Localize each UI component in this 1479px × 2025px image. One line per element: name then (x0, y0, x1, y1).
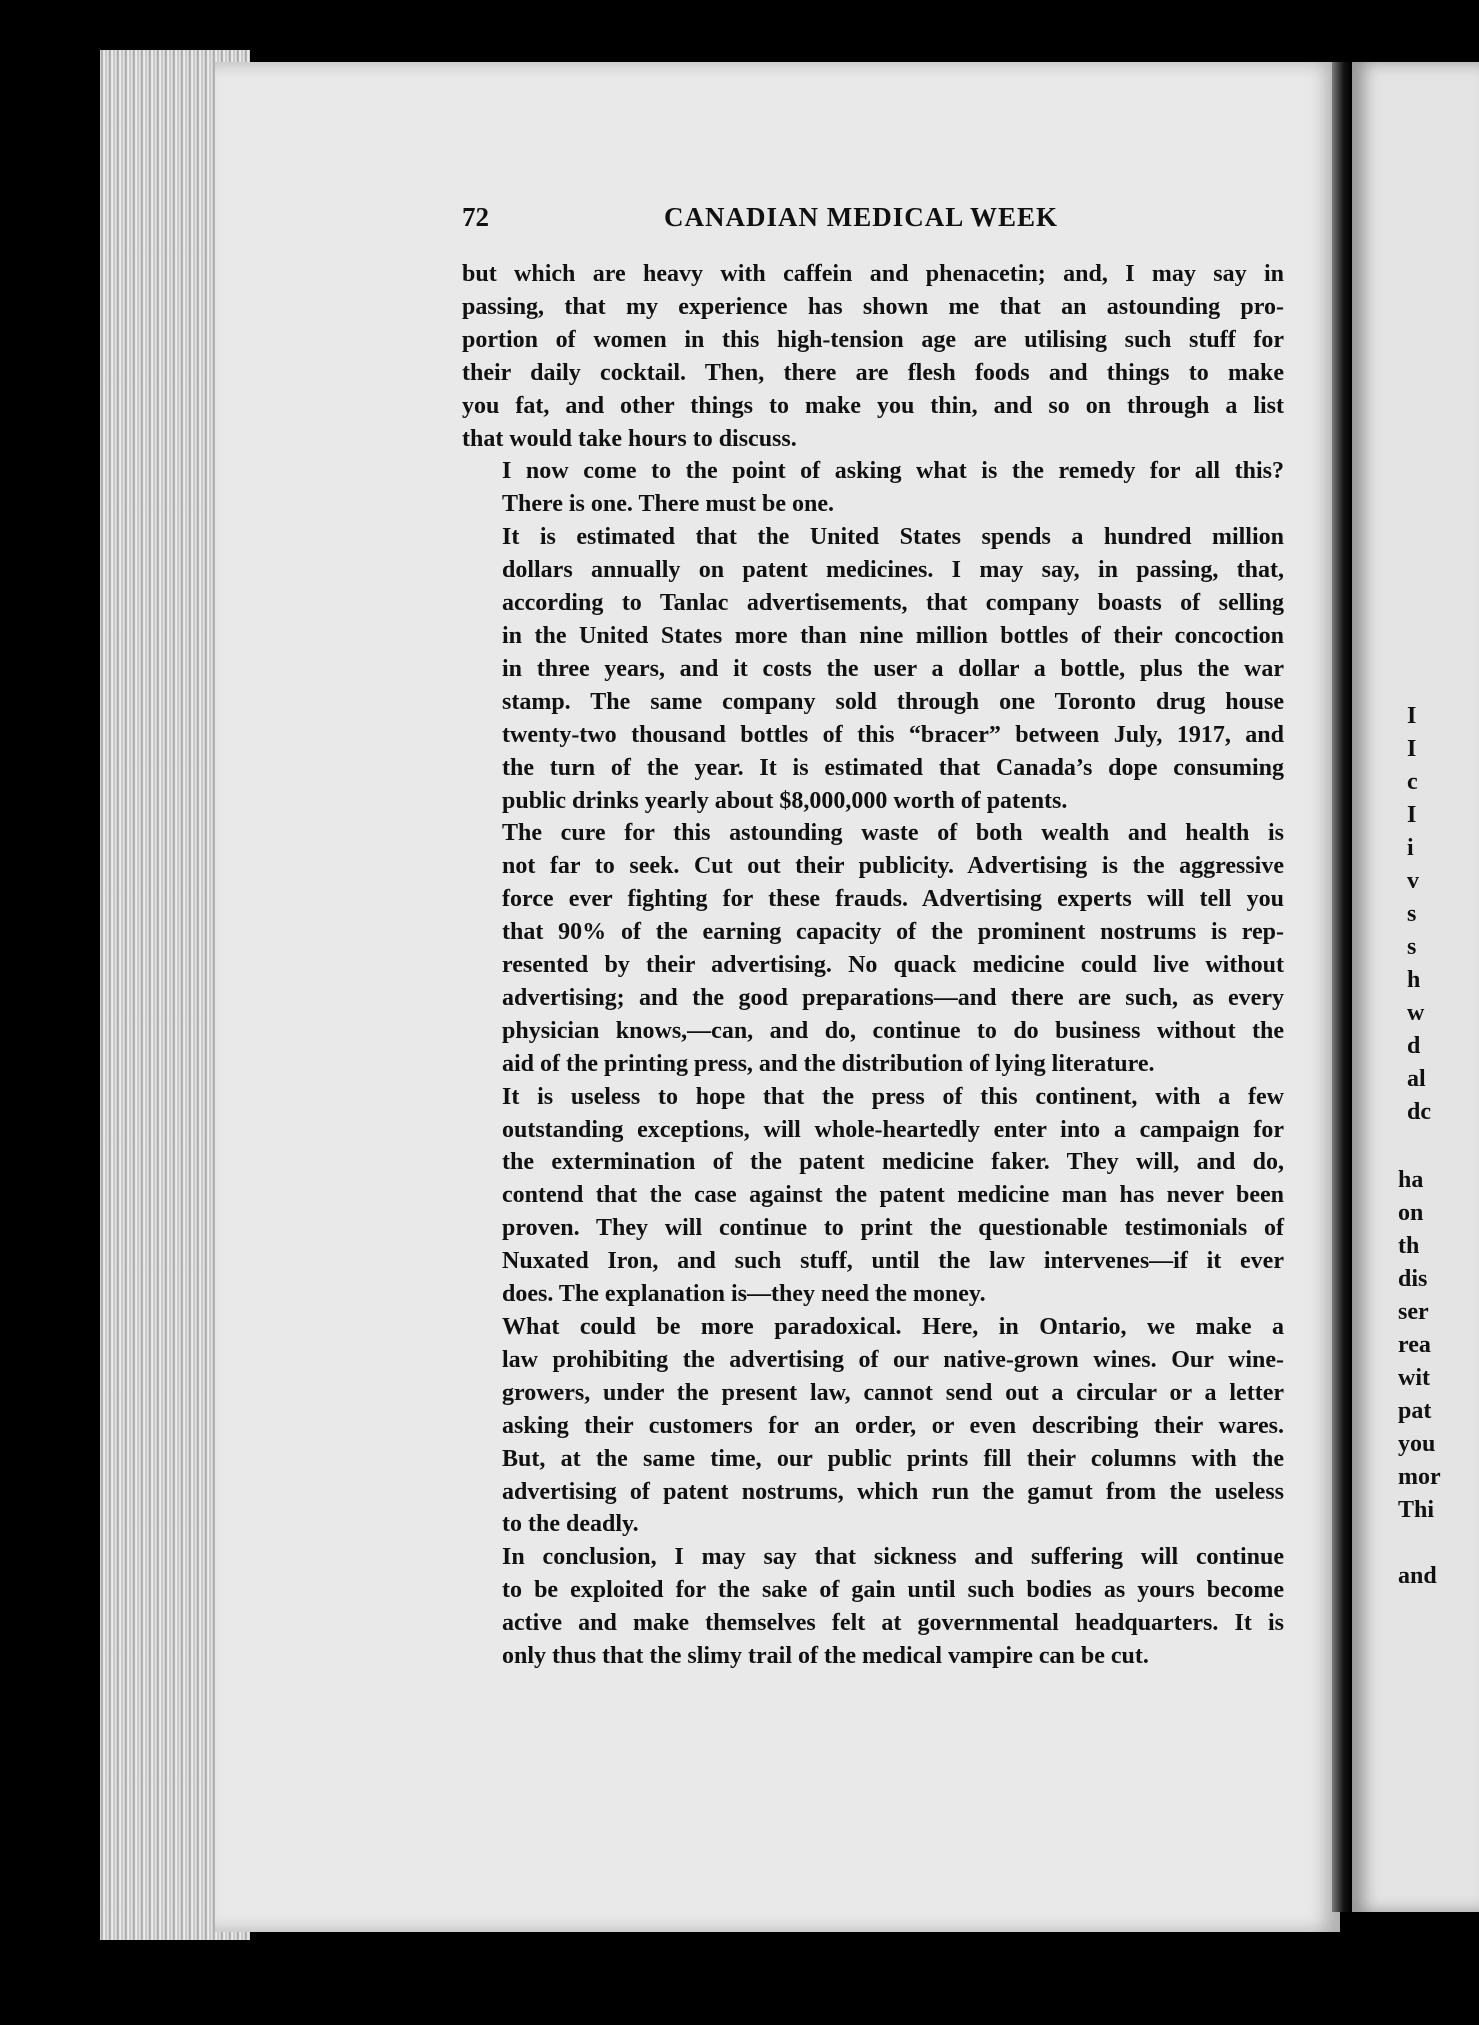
facing-page-text-fragment: v (1407, 868, 1419, 894)
facing-page-text-fragment: Thi (1398, 1497, 1435, 1523)
journal-title: CANADIAN MEDICAL WEEK (664, 202, 1059, 232)
facing-page-text-fragment: c (1407, 769, 1418, 795)
text-line: outstanding exceptions, will whole-heartedly enter into a campaign for (502, 1116, 1284, 1143)
text-line: physician knows,—can, and do, continue to do business without the (502, 1017, 1284, 1044)
facing-page-text-fragment: i (1407, 835, 1414, 861)
facing-page-text-fragment: al (1407, 1066, 1426, 1092)
facing-page-text-fragment: s (1407, 934, 1417, 960)
text-line: does. The explanation is—they need the money. (502, 1281, 986, 1308)
paragraph (462, 1541, 1284, 1673)
facing-page-text-fragment: on (1398, 1200, 1424, 1226)
facing-page-text-fragment: wit (1398, 1365, 1430, 1391)
text-line: stamp. The same company sold through one Toronto drug house (502, 688, 1284, 715)
text-line: active and make themselves felt at governmental headquarters. It is (502, 1610, 1284, 1637)
text-line: asking their customers for an order, or even describing their wares. (502, 1412, 1284, 1439)
text-line: resented by their advertising. No quack medicine could live without (502, 952, 1284, 979)
facing-page-text-fragment: dc (1407, 1099, 1431, 1125)
paragraph (462, 521, 1284, 817)
facing-page-text-fragment: d (1407, 1033, 1421, 1059)
facing-page-text-fragment: I (1407, 802, 1417, 828)
facing-page-text-fragment: rea (1398, 1332, 1431, 1358)
text-line: in three years, and it costs the user a dollar a bottle, plus the war (502, 655, 1284, 682)
text-line: advertising; and the good preparations—and there are such, as every (502, 984, 1284, 1011)
text-line: the turn of the year. It is estimated that Canada’s dope consuming (502, 754, 1284, 781)
text-line: advertising of patent nostrums, which run the gamut from the useless (502, 1478, 1284, 1505)
text-line: that would take hours to discuss. (462, 425, 797, 452)
text-line: you fat, and other things to make you thin, and so on through a list (462, 392, 1284, 419)
text-line: It is useless to hope that the press of this continent, with a few (502, 1083, 1284, 1110)
text-line: growers, under the present law, cannot send out a circular or a letter (502, 1379, 1284, 1406)
facing-page-text-fragment: ser (1398, 1299, 1429, 1325)
text-line: dollars annually on patent medicines. I may say, in passing, that, (502, 557, 1284, 584)
facing-page-text-fragment: you (1398, 1431, 1436, 1457)
paragraph (462, 1081, 1284, 1311)
text-line: only thus that the slimy trail of the medical vampire can be cut. (502, 1643, 1149, 1670)
facing-page-text-fragment: dis (1398, 1266, 1428, 1292)
paragraph (462, 258, 1284, 455)
book-gutter (1332, 62, 1352, 1912)
facing-page-text-fragment: th (1398, 1233, 1420, 1259)
text-line: There is one. There must be one. (502, 491, 835, 518)
paragraph (462, 1311, 1284, 1541)
facing-page-text-fragment: ha (1398, 1167, 1424, 1193)
facing-page-text-fragment: h (1407, 967, 1421, 993)
facing-page-text-fragment: and (1398, 1563, 1437, 1589)
page-number: 72 (462, 202, 489, 232)
facing-page-text-fragment: pat (1398, 1398, 1432, 1424)
text-line: public drinks yearly about $8,000,000 worth of patents. (502, 787, 1068, 814)
text-line: What could be more paradoxical. Here, in Ontario, we make a (502, 1314, 1284, 1340)
paragraph (462, 455, 1284, 521)
text-line: The cure for this astounding waste of both wealth and health is (502, 820, 1284, 847)
text-line: in the United States more than nine million bottles of their concoction (502, 622, 1284, 649)
facing-page-text-fragment: s (1407, 901, 1417, 927)
text-line: portion of women in this high-tension age are utilising such stuff for (462, 326, 1284, 353)
text-line: proven. They will continue to print the questionable testimonials of (502, 1215, 1284, 1242)
text-line: It is estimated that the United States spends a hundred million (502, 524, 1284, 551)
running-head (462, 202, 1082, 236)
text-line: I now come to the point of asking what is the remedy for all this? (502, 458, 1284, 485)
text-line: the extermination of the patent medicine faker. They will, and do, (502, 1149, 1284, 1176)
facing-page-text-fragment: I (1407, 736, 1417, 762)
text-line: passing, that my experience has shown me that an astounding pro- (462, 293, 1284, 320)
text-line: to the deadly. (502, 1511, 639, 1538)
facing-page-text-fragment: I (1407, 703, 1417, 729)
article-body (462, 258, 1284, 1673)
text-line: force ever fighting for these frauds. Advertising experts will tell you (502, 886, 1284, 913)
facing-page-text-fragment: w (1407, 1000, 1425, 1026)
text-line: aid of the printing press, and the distribution of lying literature. (502, 1050, 1155, 1077)
paragraph (462, 817, 1284, 1080)
text-line: Nuxated Iron, and such stuff, until the law intervenes—if it ever (502, 1248, 1284, 1275)
text-line: law prohibiting the advertising of our native-grown wines. Our wine- (502, 1346, 1284, 1373)
text-line: according to Tanlac advertisements, that company boasts of selling (502, 590, 1284, 617)
facing-page (1352, 62, 1479, 1912)
text-line: contend that the case against the patent medicine man has never been (502, 1182, 1284, 1209)
facing-page-text-fragment: mor (1398, 1464, 1441, 1490)
text-line: but which are heavy with caffein and phenacetin; and, I may say in (462, 261, 1284, 287)
text-line: twenty-two thousand bottles of this “bracer” between July, 1917, and (502, 721, 1284, 748)
text-line: their daily cocktail. Then, there are flesh foods and things to make (462, 359, 1284, 386)
text-line: But, at the same time, our public prints fill their columns with the (502, 1445, 1284, 1472)
text-line: that 90% of the earning capacity of the prominent nostrums is rep- (502, 919, 1284, 946)
text-line: not far to seek. Cut out their publicity. Advertising is the aggressive (502, 853, 1284, 880)
text-line: In conclusion, I may say that sickness and suffering will continue (502, 1544, 1284, 1571)
text-line: to be exploited for the sake of gain until such bodies as yours become (502, 1577, 1284, 1604)
